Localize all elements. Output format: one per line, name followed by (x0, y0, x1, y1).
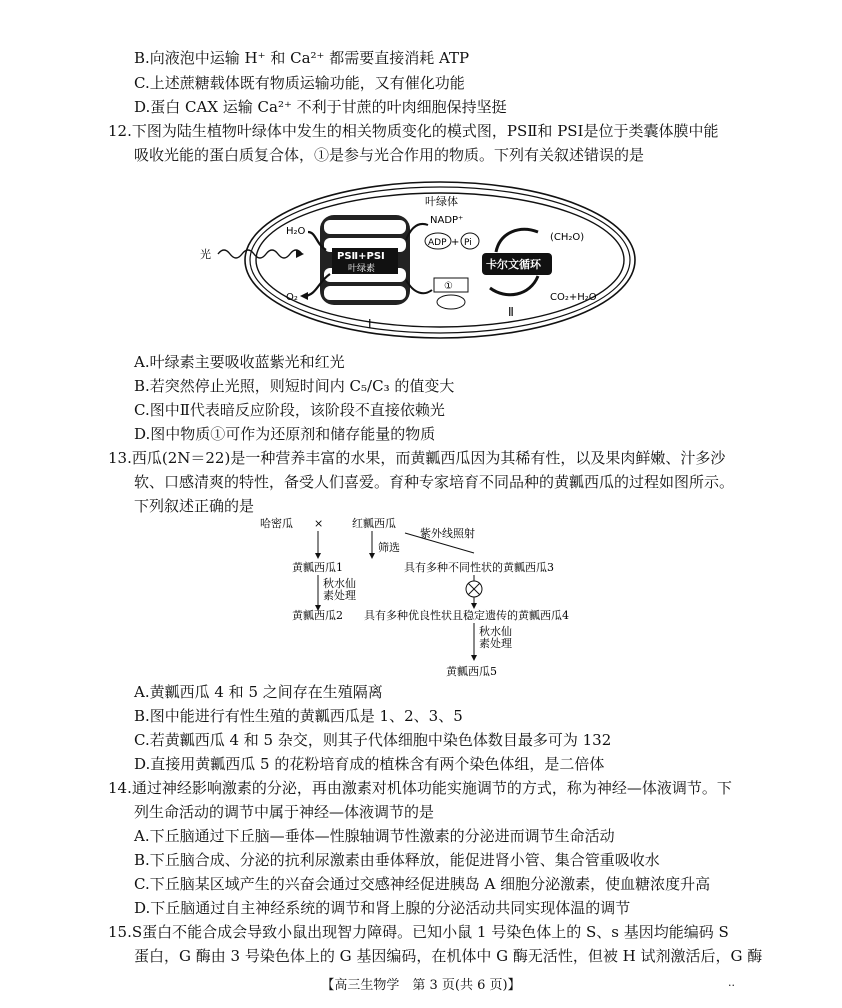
q12-option-d: D.图中物质①可作为还原剂和储存能量的物质 (134, 425, 436, 443)
q12-option-b: B.若突然停止光照，则短时间内 C₅/C₃ 的值变大 (134, 377, 455, 395)
q14-stem-line1: 14.通过神经影响激素的分泌，再由激素对机体功能实施调节的方式，称为神经—体液调节。下 (108, 779, 732, 797)
q13-option-b: B.图中能进行有性生殖的黄瓤西瓜是 1、2、3、5 (134, 707, 463, 725)
stage-2-label: Ⅱ (508, 305, 514, 319)
red-watermelon-label: 红瓤西瓜 (352, 517, 396, 530)
colchicine-2a: 秋水仙 (479, 625, 512, 638)
thylakoid-band-4 (324, 286, 406, 300)
q11-option-b: B.向液泡中运输 H⁺ 和 Ca²⁺ 都需要直接消耗 ATP (134, 49, 470, 67)
plus-sign: + (451, 237, 460, 248)
o2-label: O₂ (286, 292, 298, 303)
nadp-label: NADP⁺ (430, 215, 464, 226)
calvin-arrow-bottom (490, 276, 538, 295)
colchicine-2b: 素处理 (479, 637, 512, 650)
yellow-melon-3: 具有多种不同性状的黄瓤西瓜3 (404, 561, 554, 574)
calvin-arrow-top (496, 229, 538, 252)
q13-stem-line1: 13.西瓜(2N＝22)是一种营养丰富的水果，而黄瓤西瓜因为其稀有性，以及果肉鲜嫩、汁多沙 (108, 449, 726, 467)
q14-option-d: D.下丘脑通过自主神经系统的调节和肾上腺的分泌活动共同实现体温的调节 (134, 899, 631, 917)
q15-stem-line1: 15.S蛋白不能合成会导致小鼠出现智力障碍。已知小鼠 1 号染色体上的 S、s 基因均能编码 S (108, 923, 729, 941)
pi-label: Pi (464, 238, 472, 248)
hami-melon-label: 哈密瓜 (260, 517, 293, 530)
q13-option-a: A.黄瓤西瓜 4 和 5 之间存在生殖隔离 (134, 683, 383, 701)
arrowhead-y5 (471, 655, 477, 661)
page-footer: 【高三生物学 第 3 页(共 6 页)】 (321, 978, 521, 993)
q12-stem-line1: 12.下图为陆生植物叶绿体中发生的相关物质变化的模式图，PSⅡ和 PSⅠ是位于类囊体膜中能 (108, 122, 719, 140)
arrowhead-y1 (315, 553, 321, 559)
q12-option-a: A.叶绿素主要吸收蓝紫光和红光 (134, 353, 345, 371)
chlorophyll-label: 叶绿素 (348, 264, 376, 274)
colchicine-1b: 素处理 (323, 589, 356, 602)
colchicine-1a: 秋水仙 (323, 577, 356, 590)
q14-option-c: C.下丘脑某区域产生的兴奋会通过交感神经促进胰岛 A 细胞分泌激素，使血糖浓度升高 (134, 875, 711, 893)
ps-label: PSⅡ+PSⅠ (337, 251, 385, 262)
cross-sign: × (314, 517, 324, 530)
arrowhead-y3 (369, 553, 375, 559)
marker-1: ① (444, 281, 453, 292)
q12-option-c: C.图中Ⅱ代表暗反应阶段，该阶段不直接依赖光 (134, 401, 445, 419)
yellow-melon-1: 黄瓤西瓜1 (292, 561, 343, 574)
q15-stem-line2: 蛋白，G 酶由 3 号染色体上的 G 基因编码，在机体中 G 酶无活性，但被 H 试剂激活后，G 酶 (134, 947, 763, 965)
h2o-label: H₂O (286, 226, 306, 237)
chloroplast-figure (200, 170, 640, 350)
stage-1-label: Ⅰ (368, 317, 372, 331)
breeding-flowchart (260, 515, 600, 680)
q12-stem-line2: 吸收光能的蛋白质复合体，①是参与光合作用的物质。下列有关叙述错误的是 (134, 146, 645, 164)
q14-option-b: B.下丘脑合成、分泌的抗利尿激素由垂体释放，能促进肾小管、集合管重吸收水 (134, 851, 660, 869)
yellow-melon-4: 具有多种优良性状且稳定遗传的黄瓤西瓜4 (364, 609, 569, 622)
chloroplast-label: 叶绿体 (425, 195, 458, 208)
atp-ellipse (437, 295, 465, 309)
co2-h2o-label: CO₂+H₂O (550, 292, 597, 303)
q13-stem-line2: 软、口感清爽的特性，备受人们喜爱。育种专家培育不同品种的黄瓤西瓜的过程如图所示。 (134, 473, 735, 491)
calvin-label: 卡尔文循环 (486, 258, 541, 271)
corner-mark: ·· (728, 979, 735, 992)
o2-arrowhead (300, 292, 308, 300)
light-label: 光 (200, 248, 211, 261)
q11-option-d: D.蛋白 CAX 运输 Ca²⁺ 不利于甘蔗的叶肉细胞保持坚挺 (134, 98, 507, 116)
q13-option-d: D.直接用黄瓤西瓜 5 的花粉培育成的植株含有两个染色体组，是二倍体 (134, 755, 605, 773)
uv-label: 紫外线照射 (420, 527, 475, 540)
q13-stem-line3: 下列叙述正确的是 (134, 497, 255, 515)
q11-option-c: C.上述蔗糖载体既有物质运输功能，又有催化功能 (134, 74, 465, 92)
yellow-melon-2: 黄瓤西瓜2 (292, 609, 343, 622)
light-wave-arrow (218, 250, 302, 258)
thylakoid-band-1 (324, 220, 406, 234)
ch2o-label: (CH₂O) (550, 232, 585, 243)
q13-option-c: C.若黄瓤西瓜 4 和 5 杂交，则其子代体细胞中染色体数目最多可为 132 (134, 731, 612, 749)
screen-label: 筛选 (378, 541, 400, 554)
adp-label: ADP (428, 238, 447, 248)
middle-membrane (250, 187, 630, 333)
q14-option-a: A.下丘脑通过下丘脑—垂体—性腺轴调节性激素的分泌进而调节生命活动 (134, 827, 615, 845)
q14-stem-line2: 列生命活动的调节中属于神经—体液调节的是 (134, 803, 435, 821)
yellow-melon-5: 黄瓤西瓜5 (446, 665, 497, 678)
